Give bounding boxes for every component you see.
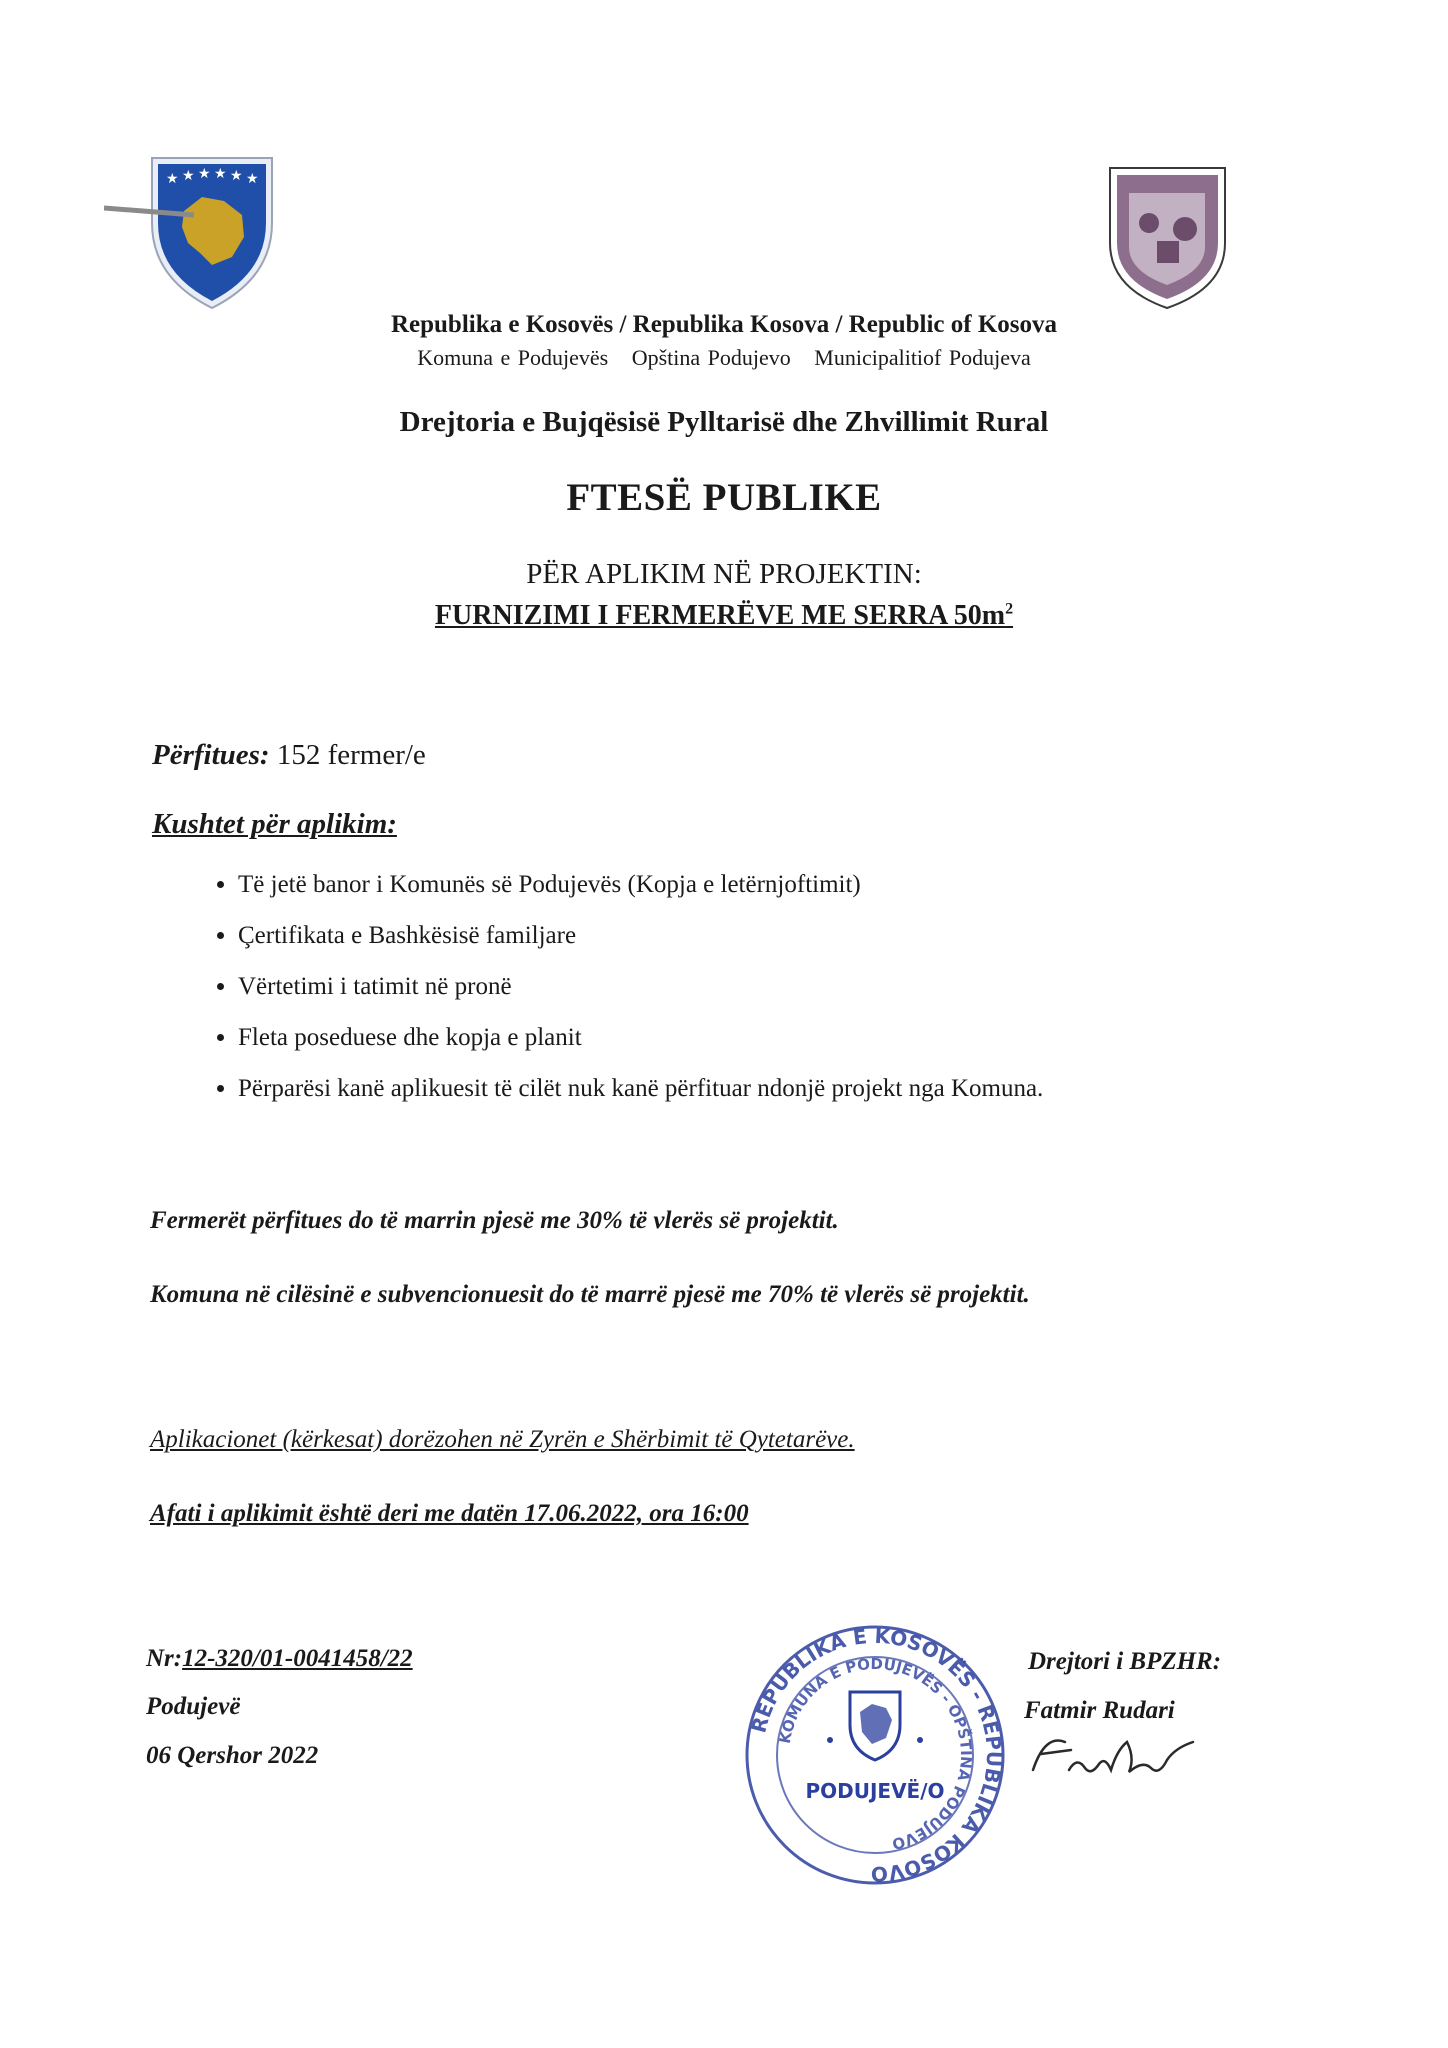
municipality-line (0, 345, 1448, 371)
svg-text:★: ★ (198, 166, 211, 182)
kosovo-coat-of-arms-icon (104, 153, 276, 313)
submission-info: Aplikacionet (kërkesat) dorëzohen në Zyrën e Shërbimit të Qytetarëve. (150, 1426, 855, 1453)
reference-number (146, 1645, 413, 1673)
project-name (0, 600, 1448, 632)
condition-item: • Fleta poseduese dhe kopja e planit (238, 1023, 1043, 1074)
beneficiaries-label: Përfitues: (152, 739, 270, 771)
subtitle: PËR APLIKIM NË PROJEKTIN: (526, 558, 922, 590)
reference-number-label: Nr: (146, 1645, 183, 1672)
stamp-outer-text: REPUBLIKA E KOSOVËS - REPUBLIKA KOSOVO (746, 1623, 1007, 1887)
svg-text:★: ★ (182, 168, 195, 184)
condition-item: • Vërtetimi i tatimit në pronë (238, 972, 1043, 1023)
conditions-title: Kushtet për aplikim: (152, 808, 397, 840)
stamp-center-text: PODUJEVË/O (805, 1779, 945, 1803)
reference-city: Podujevë (146, 1693, 241, 1720)
reference-date: 06 Qershor 2022 (146, 1742, 319, 1769)
signature-title: Drejtori i BPZHR: (1028, 1648, 1222, 1675)
condition-item: • Përparësi kanë aplikuesit të cilët nuk kanë përfituar ndonjë projekt nga Komuna. (238, 1074, 1043, 1125)
reference-number-value: 12-320/01-0041458/22 (182, 1645, 413, 1672)
handwritten-signature-icon (1025, 1720, 1205, 1790)
page-title: FTESË PUBLIKE (566, 476, 882, 519)
department-name: Drejtoria e Bujqësisë Pylltarisë dhe Zhvillimit Rural (399, 406, 1049, 438)
svg-text:★: ★ (230, 168, 243, 184)
municipality-sq: Komuna e Podujevës (417, 345, 609, 370)
conditions-list (190, 870, 1043, 1125)
signature-name: Fatmir Rudari (1024, 1697, 1175, 1724)
farmers-share-note: Fermerët përfitues do të marrin pjesë me 30% të vlerës së projektit. (150, 1207, 839, 1234)
svg-text:★: ★ (246, 171, 259, 187)
project-name-superscript: 2 (1005, 600, 1014, 618)
stamp-inner-text: KOMUNA E PODUJEVËS - OPŠTINA PODUJEVO (775, 1654, 976, 1854)
official-stamp-icon (740, 1620, 1010, 1890)
project-name-text: FURNIZIMI I FERMERËVE ME SERRA 50m (434, 600, 1006, 631)
svg-text:★: ★ (214, 166, 227, 182)
condition-item: • Të jetë banor i Komunës së Podujevës (Kopja e letërnjoftimit) (238, 870, 1043, 921)
municipality-sr: Opština Podujevo (631, 345, 791, 370)
beneficiaries (152, 739, 426, 772)
condition-item: • Çertifikata e Bashkësisë familjare (238, 921, 1043, 972)
svg-text:★: ★ (166, 171, 179, 187)
podujeva-municipal-crest-icon (1105, 163, 1230, 313)
republic-line: Republika e Kosovës / Republika Kosova / Republic of Kosova (390, 311, 1058, 338)
municipality-en: Municipalitiof Podujeva (814, 345, 1031, 370)
municipality-share-note: Komuna në cilësinë e subvencionuesit do të marrë pjesë me 70% të vlerës së projektit. (150, 1281, 1030, 1308)
deadline-info: Afati i aplikimit është deri me datën 17.06.2022, ora 16:00 (150, 1500, 749, 1527)
beneficiaries-value: 152 fermer/e (276, 739, 426, 771)
